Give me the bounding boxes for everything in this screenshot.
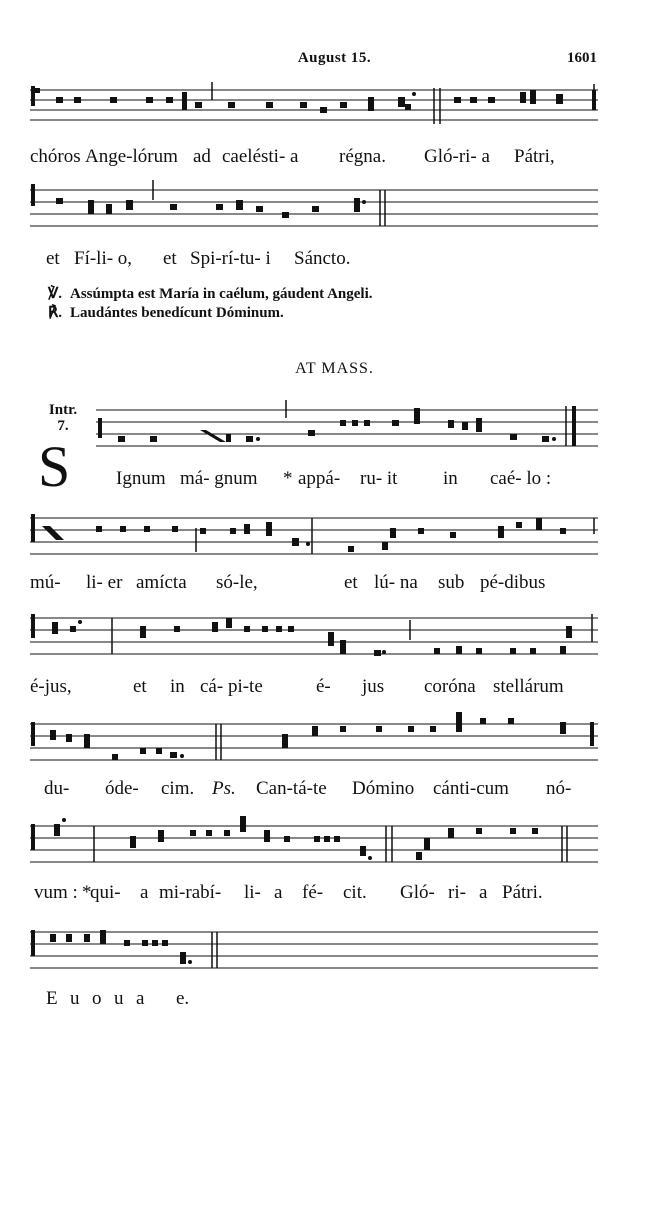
section-title: AT MASS. — [295, 360, 374, 377]
lyric-syllable: appá- — [298, 468, 341, 489]
psalm-label: Ps. — [212, 778, 236, 799]
lyrics-system-7 — [30, 882, 600, 908]
lyric-syllable: ad — [193, 146, 211, 167]
lyric-syllable: amícta — [136, 572, 187, 593]
lyric-syllable: stellárum — [493, 676, 564, 697]
lyric-syllable: E — [46, 988, 58, 1009]
response-text: Laudántes benedícunt Dóminum. — [70, 305, 284, 321]
lyric-syllable: a — [140, 882, 149, 903]
lyric-syllable: má- gnum — [180, 468, 258, 489]
lyric-syllable: u — [114, 988, 124, 1009]
lyrics-system-8 — [30, 988, 600, 1014]
lyric-syllable: óde- — [105, 778, 139, 799]
lyric-syllable: qui- — [90, 882, 121, 903]
lyric-syllable: a — [479, 882, 488, 903]
response-symbol: ℟. — [48, 305, 63, 321]
initial-letter: S — [38, 434, 71, 499]
introit-text: Intr. — [48, 402, 78, 418]
lyric-syllable: cánti-cum — [433, 778, 509, 799]
lyric-syllable: in — [170, 676, 185, 697]
lyric-syllable: chóros — [30, 146, 81, 167]
staff-system-6 — [30, 712, 598, 772]
lyric-syllable: Gló- — [400, 882, 435, 903]
lyric-syllable: a — [136, 988, 145, 1009]
lyric-syllable: Sáncto. — [294, 248, 351, 269]
lyric-syllable: Pátri. — [502, 882, 543, 903]
staff-system-7 — [30, 814, 598, 874]
lyric-syllable: lú- na — [374, 572, 418, 593]
lyric-syllable: et — [46, 248, 60, 269]
lyric-syllable: ru- it — [360, 468, 398, 489]
lyric-syllable: et — [133, 676, 147, 697]
lyric-syllable: régna. — [339, 146, 386, 167]
versicle-symbol: ℣. — [48, 286, 63, 302]
lyric-syllable: et — [344, 572, 358, 593]
response-line — [48, 304, 373, 323]
staff-system-4 — [30, 506, 598, 564]
lyric-syllable: sub — [438, 572, 465, 593]
lyric-syllable: du- — [44, 778, 70, 799]
staff-system-1 — [30, 78, 598, 130]
lyric-syllable: e. — [176, 988, 190, 1009]
staff-system-5 — [30, 606, 598, 666]
lyric-syllable: é-jus, — [30, 676, 72, 697]
lyrics-system-3 — [30, 468, 600, 494]
lyric-syllable: Ange-lórum — [85, 146, 178, 167]
lyrics-system-4 — [30, 572, 600, 598]
page-header — [0, 50, 669, 72]
lyric-syllable: ri- — [448, 882, 466, 903]
lyric-syllable: li- er — [86, 572, 123, 593]
staff-system-8 — [30, 922, 598, 980]
lyric-syllable: cim. — [161, 778, 195, 799]
lyric-syllable: caé- lo : — [490, 468, 552, 489]
lyric-syllable: Gló-ri- a — [424, 146, 490, 167]
staff-system-2 — [30, 176, 598, 238]
lyric-syllable: li- — [244, 882, 261, 903]
lyric-syllable: pé-dibus — [480, 572, 546, 593]
lyric-syllable: et — [163, 248, 177, 269]
lyrics-system-6 — [30, 778, 600, 804]
lyrics-system-1 — [30, 146, 600, 172]
lyric-syllable: coróna — [424, 676, 476, 697]
lyric-syllable: o — [92, 988, 102, 1009]
lyric-syllable: nó- — [546, 778, 572, 799]
lyric-syllable: Dómino — [352, 778, 415, 799]
lyric-syllable: * — [283, 468, 293, 489]
versicle-block — [48, 285, 373, 323]
lyric-syllable: jus — [362, 676, 385, 697]
lyric-syllable: caelésti- a — [222, 146, 299, 167]
lyric-syllable: vum : — [34, 882, 78, 903]
lyric-syllable: Spi-rí-tu- i — [190, 248, 271, 269]
lyric-syllable: a — [274, 882, 283, 903]
lyric-syllable: Pátri, — [514, 146, 555, 167]
lyric-syllable: fé- — [302, 882, 324, 903]
versicle-line — [48, 285, 373, 304]
staff-system-3 — [96, 396, 598, 458]
lyric-syllable: Ignum — [116, 468, 166, 489]
page-header-title: August 15. — [297, 50, 372, 66]
lyric-syllable: só-le, — [216, 572, 258, 593]
lyric-syllable: Can-tá-te — [256, 778, 327, 799]
lyrics-system-5 — [30, 676, 600, 702]
introit-label — [38, 402, 88, 434]
lyric-syllable: u — [70, 988, 80, 1009]
versicle-text: Assúmpta est María in caélum, gáudent Angeli. — [70, 286, 373, 302]
lyric-syllable: mi-rabí- — [159, 882, 222, 903]
lyric-syllable: * — [82, 882, 92, 903]
introit-mode: 7. — [57, 418, 69, 434]
lyrics-system-2 — [30, 248, 600, 274]
page-number: 1601 — [567, 50, 597, 66]
lyric-syllable: in — [443, 468, 458, 489]
lyric-syllable: mú- — [30, 572, 61, 593]
lyric-syllable: é- — [316, 676, 331, 697]
lyric-syllable: Fí-li- o, — [74, 248, 133, 269]
lyric-syllable: cit. — [343, 882, 367, 903]
lyric-syllable: cá- pi-te — [200, 676, 263, 697]
